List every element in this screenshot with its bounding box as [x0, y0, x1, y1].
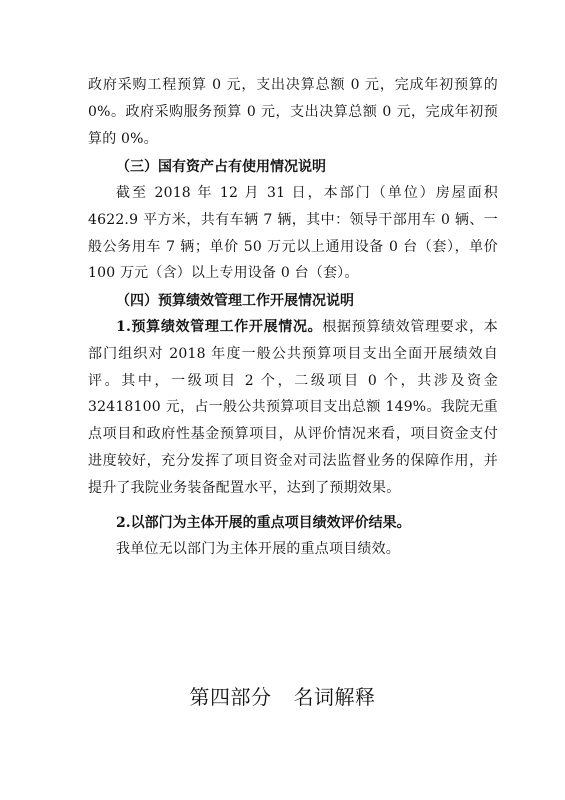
performance-paragraph-lead: 1.预算绩效管理工作开展情况。	[116, 319, 323, 335]
assets-paragraph: 截至 2018 年 12 月 31 日，本部门（单位）房屋面积 4622.9 平方米，共有车辆 7 辆，其中：领导干部用车 0 辆、一般公务用车 7 辆；单价 50 万元以上通用设备 0 台（套），单价 100 万元（含）以上专用设备 0 台（套）。	[88, 185, 498, 282]
performance-section-heading: （四）预算绩效管理工作开展情况说明	[116, 293, 354, 309]
part-title	[0, 683, 565, 711]
performance-paragraph	[88, 314, 498, 502]
part-title-name: 名词解释	[293, 685, 376, 709]
assets-section-heading: （三）国有资产占有使用情况说明	[116, 159, 326, 175]
key-projects-paragraph: 我单位无以部门为主体开展的重点项目绩效。	[116, 541, 400, 557]
key-projects-heading: 2.以部门为主体开展的重点项目绩效评价结果。	[116, 515, 411, 531]
performance-paragraph-body: 根据预算绩效管理要求，本部门组织对 2018 年度一般公共预算项目支出全面开展绩效自评。其中，一级项目 2 个，二级项目 0 个，共涉及资金 32418100 元，占一般公共预算项目支出总额 149%。我院无重点项目和政府性基金预算项目，从评价情况来看，项目资金支付进度较好，充分发挥了项目资金对司法监督业务的保障作用，并提升了我院业务装备配置水平，达到了预期效果。	[88, 319, 498, 496]
part-title-number: 第四部分	[189, 685, 272, 709]
procurement-paragraph: 政府采购工程预算 0 元，支出决算总额 0 元，完成年初预算的 0%。政府采购服务预算 0 元，支出决算总额 0 元，完成年初预算的 0%。	[88, 77, 498, 147]
